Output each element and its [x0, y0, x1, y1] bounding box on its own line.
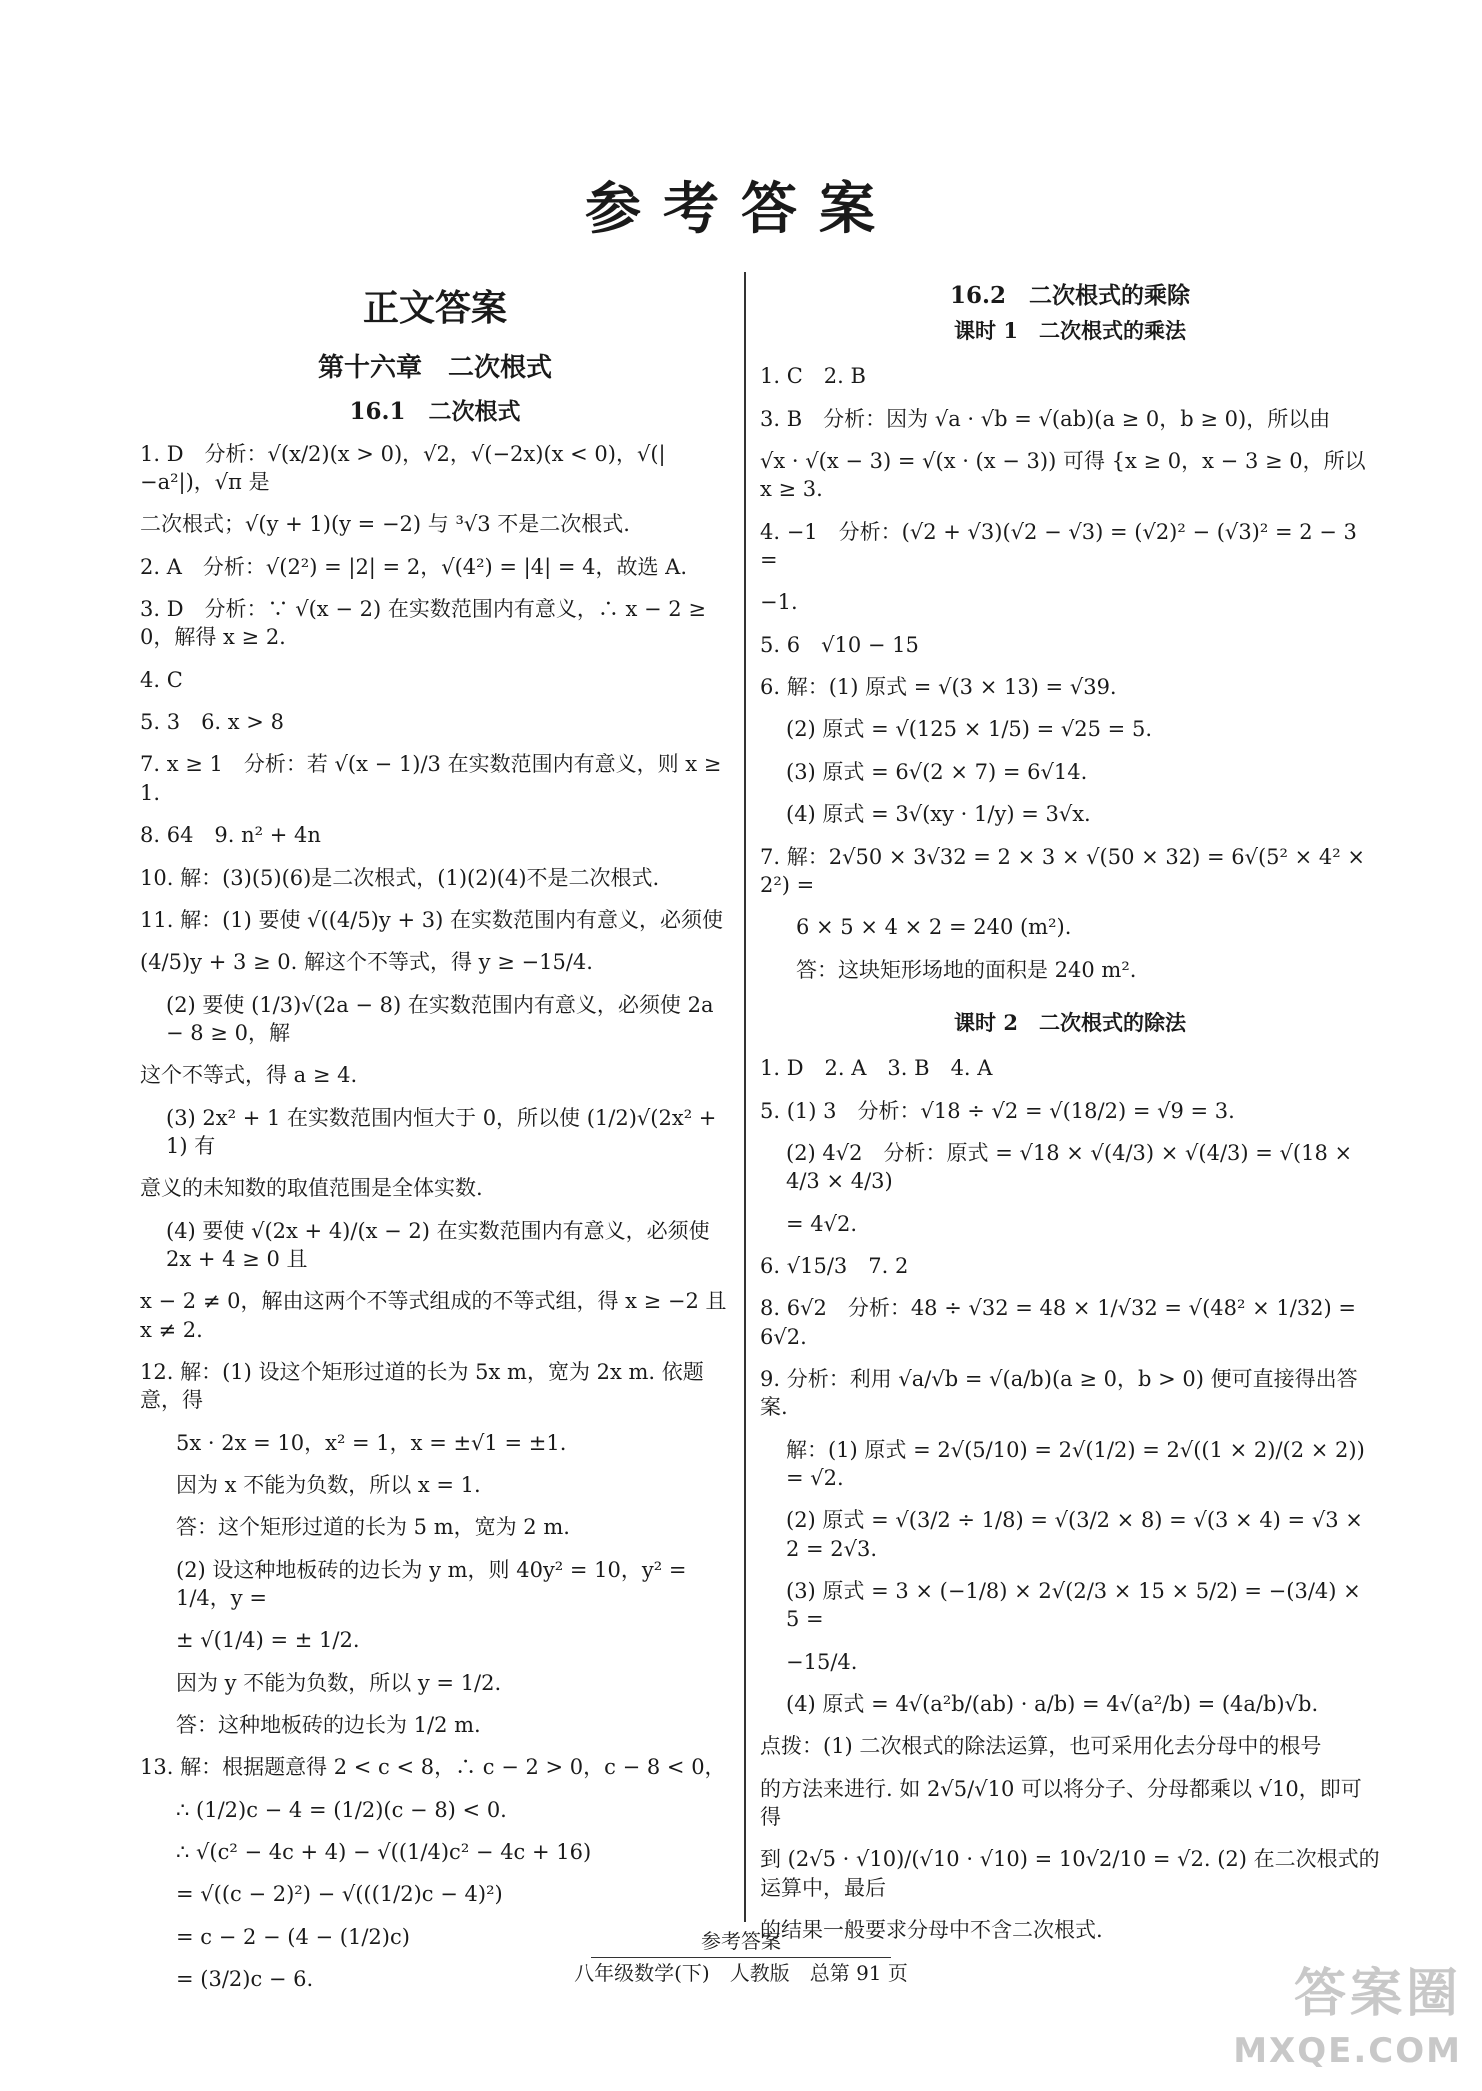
page-title: 参考答案 — [585, 176, 897, 242]
column-divider — [744, 272, 746, 1922]
answer-line: 解：(1) 原式 = 2√(5/10) = 2√(1/2) = 2√((1 × 2)/(2 × 2)) = √2. — [786, 1437, 1372, 1491]
answer-line: 8. 64 9. n² + 4n — [140, 823, 321, 848]
lesson-title: 课时 1 二次根式的乘法 — [954, 318, 1186, 344]
answer-line: (4) 要使 √(2x + 4)/(x − 2) 在实数范围内有意义，必须使 2x + 4 ≥ 0 且 — [166, 1218, 717, 1271]
answer-line: = √((c − 2)²) − √(((1/2)c − 4)²) — [176, 1882, 503, 1907]
answer-line: ∴ √(c² − 4c + 4) − √((1/4)c² − 4c + 16) — [176, 1840, 592, 1865]
answer-line: 3. B 分析：因为 √a · √b = √(ab)(a ≥ 0，b ≥ 0)，所以由 — [760, 406, 1331, 431]
answer-line: 答：这种地板砖的边长为 1/2 m. — [176, 1713, 481, 1738]
answer-line: (2) 设这种地板砖的边长为 y m，则 40y² = 10，y² = 1/4，y = — [176, 1557, 694, 1611]
answer-list — [140, 433, 734, 2001]
answer-line: (3) 原式 = 3 × (−1/8) × 2√(2/3 × 15 × 5/2) = −(3/4) × 5 = — [786, 1579, 1368, 1632]
answer-line: 因为 y 不能为负数，所以 y = 1/2. — [176, 1670, 502, 1695]
answer-line: 3. D 分析：∵ √(x − 2) 在实数范围内有意义，∴ x − 2 ≥ 0，解得 x ≥ 2. — [140, 597, 713, 650]
answer-line: 12. 解：(1) 设这个矩形过道的长为 5x m，宽为 2x m. 依题意，得 — [140, 1359, 704, 1413]
watermark-logo — [1233, 1959, 1462, 2075]
answer-line: (4/5)y + 3 ≥ 0. 解这个不等式，得 y ≥ −15/4. — [140, 950, 593, 975]
answer-line: 4. C — [140, 667, 183, 692]
answer-line: 2. A 分析：√(2²) = |2| = 2，√(4²) = |4| = 4，故选 A. — [140, 554, 688, 579]
answer-line: 1. D 2. A 3. B 4. A — [760, 1056, 993, 1081]
answer-list — [760, 355, 1380, 991]
answer-line: 6 × 5 × 4 × 2 = 240 (m²). — [796, 915, 1072, 940]
answer-line: 因为 x 不能为负数，所以 x = 1. — [176, 1473, 481, 1498]
answer-line: (2) 4√2 分析：原式 = √18 × √(4/3) × √(4/3) = √(18 × 4/3 × 4/3) — [786, 1140, 1359, 1194]
watermark-text: 答案圈 — [1293, 1963, 1462, 2024]
answer-line: ± √(1/4) = ± 1/2. — [176, 1628, 360, 1653]
answer-line: x − 2 ≠ 0，解由这两个不等式组成的不等式组，得 x ≥ −2 且 x ≠ 2. — [140, 1289, 734, 1342]
answer-line: 答：这个矩形过道的长为 5 m，宽为 2 m. — [176, 1515, 570, 1540]
answer-line: 7. x ≥ 1 分析：若 √(x − 1)/3 在实数范围内有意义，则 x ≥ 1. — [140, 752, 729, 805]
answer-line: (3) 2x² + 1 在实数范围内恒大于 0，所以使 (1/2)√(2x² + 1) 有 — [166, 1105, 724, 1158]
answer-line: 7. 解：2√50 × 3√32 = 2 × 3 × √(50 × 32) = 6√(5² × 4² × 2²) = — [760, 844, 1372, 897]
answer-line: 5. 3 6. x > 8 — [140, 710, 284, 735]
answer-line: ∴ (1/2)c − 4 = (1/2)(c − 8) < 0. — [176, 1797, 507, 1822]
subsection-title: 16.1 二次根式 — [349, 397, 521, 425]
answer-line: 6. √15/3 7. 2 — [760, 1253, 909, 1278]
answer-line: (4) 原式 = 3√(xy · 1/y) = 3√x. — [786, 802, 1091, 827]
answer-line: −15/4. — [786, 1649, 858, 1674]
answer-line: 意义的未知数的取值范围是全体实数. — [140, 1176, 483, 1201]
answer-line: 5. (1) 3 分析：√18 ÷ √2 = √(18/2) = √9 = 3. — [760, 1098, 1235, 1123]
answer-line: 10. 解：(3)(5)(6)是二次根式，(1)(2)(4)不是二次根式. — [140, 865, 660, 890]
chapter-title: 第十六章 二次根式 — [317, 352, 552, 383]
footer-rule — [591, 1957, 891, 1958]
answer-line: (4) 原式 = 4√(a²b/(ab) · a/b) = 4√(a²/b) = (4a/b)√b. — [786, 1692, 1319, 1717]
answer-line: (2) 原式 = √(3/2 ÷ 1/8) = √(3/2 × 8) = √(3 × 4) = √3 × 2 = 2√3. — [786, 1508, 1370, 1561]
subsection-title: 16.2 二次根式的乘除 — [949, 282, 1191, 309]
answer-line: 6. 解：(1) 原式 = √(3 × 13) = √39. — [760, 675, 1117, 700]
watermark-url: MXQE.COM — [1233, 2031, 1462, 2072]
answer-line: √x · √(x − 3) = √(x · (x − 3)) 可得 {x ≥ 0，x − 3 ≥ 0，所以 x ≥ 3. — [760, 449, 1373, 502]
answer-line: (3) 原式 = 6√(2 × 7) = 6√14. — [786, 759, 1088, 784]
answer-line: 13. 解：根据题意得 2 < c < 8，∴ c − 2 > 0，c − 8 < 0， — [140, 1755, 726, 1780]
answer-line: 的方法来进行. 如 2√5/√10 可以将分子、分母都乘以 √10，即可得 — [760, 1776, 1362, 1830]
answer-line: 的结果一般要求分母中不含二次根式. — [760, 1918, 1103, 1943]
answer-line: 答：这块矩形场地的面积是 240 m². — [796, 957, 1137, 982]
answer-line: 5. 6 √10 − 15 — [760, 632, 919, 657]
answer-line: = 4√2. — [786, 1211, 858, 1236]
answer-line: 二次根式；√(y + 1)(y = −2) 与 ³√3 不是二次根式. — [140, 512, 630, 537]
answer-line: 5x · 2x = 10，x² = 1，x = ±√1 = ±1. — [176, 1430, 567, 1455]
answer-line: −1. — [760, 590, 798, 615]
answer-line: 1. C 2. B — [760, 364, 866, 389]
answer-line: = c − 2 − (4 − (1/2)c) — [176, 1924, 410, 1949]
footer-title: 参考答案 — [701, 1929, 781, 1953]
answer-line: 到 (2√5 · √10)/(√10 · √10) = 10√2/10 = √2. (2) 在二次根式的运算中，最后 — [760, 1847, 1380, 1900]
right-column — [760, 280, 1380, 1951]
footer-page-info: 八年级数学(下) 人教版 总第 91 页 — [574, 1961, 908, 1985]
answer-line: 1. D 分析：√(x/2)(x > 0)，√2，√(−2x)(x < 0)，√(|−a²|)，√π 是 — [140, 441, 666, 495]
answer-line: 这个不等式，得 a ≥ 4. — [140, 1063, 358, 1088]
answer-line: (2) 要使 (1/3)√(2a − 8) 在实数范围内有意义，必须使 2a − 8 ≥ 0，解 — [166, 992, 721, 1045]
answer-line: 8. 6√2 分析：48 ÷ √32 = 48 × 1/√32 = √(48² × 1/32) = 6√2. — [760, 1296, 1363, 1349]
answer-list — [760, 1047, 1380, 1951]
answer-line: 点拨：(1) 二次根式的除法运算，也可采用化去分母中的根号 — [760, 1734, 1322, 1759]
answer-line: 4. −1 分析：(√2 + √3)(√2 − √3) = (√2)² − (√3)² = 2 − 3 = — [760, 519, 1364, 573]
answer-line: 9. 分析：利用 √a/√b = √(a/b)(a ≥ 0，b > 0) 便可直接得出答案. — [760, 1366, 1358, 1420]
section-title: 正文答案 — [362, 287, 507, 329]
answer-line: 11. 解：(1) 要使 √((4/5)y + 3) 在实数范围内有意义，必须使 — [140, 907, 723, 932]
answer-line: (2) 原式 = √(125 × 1/5) = √25 = 5. — [786, 717, 1152, 742]
left-column — [140, 280, 734, 2000]
answer-line: = (3/2)c − 6. — [176, 1967, 314, 1992]
lesson-title: 课时 2 二次根式的除法 — [954, 1009, 1186, 1035]
